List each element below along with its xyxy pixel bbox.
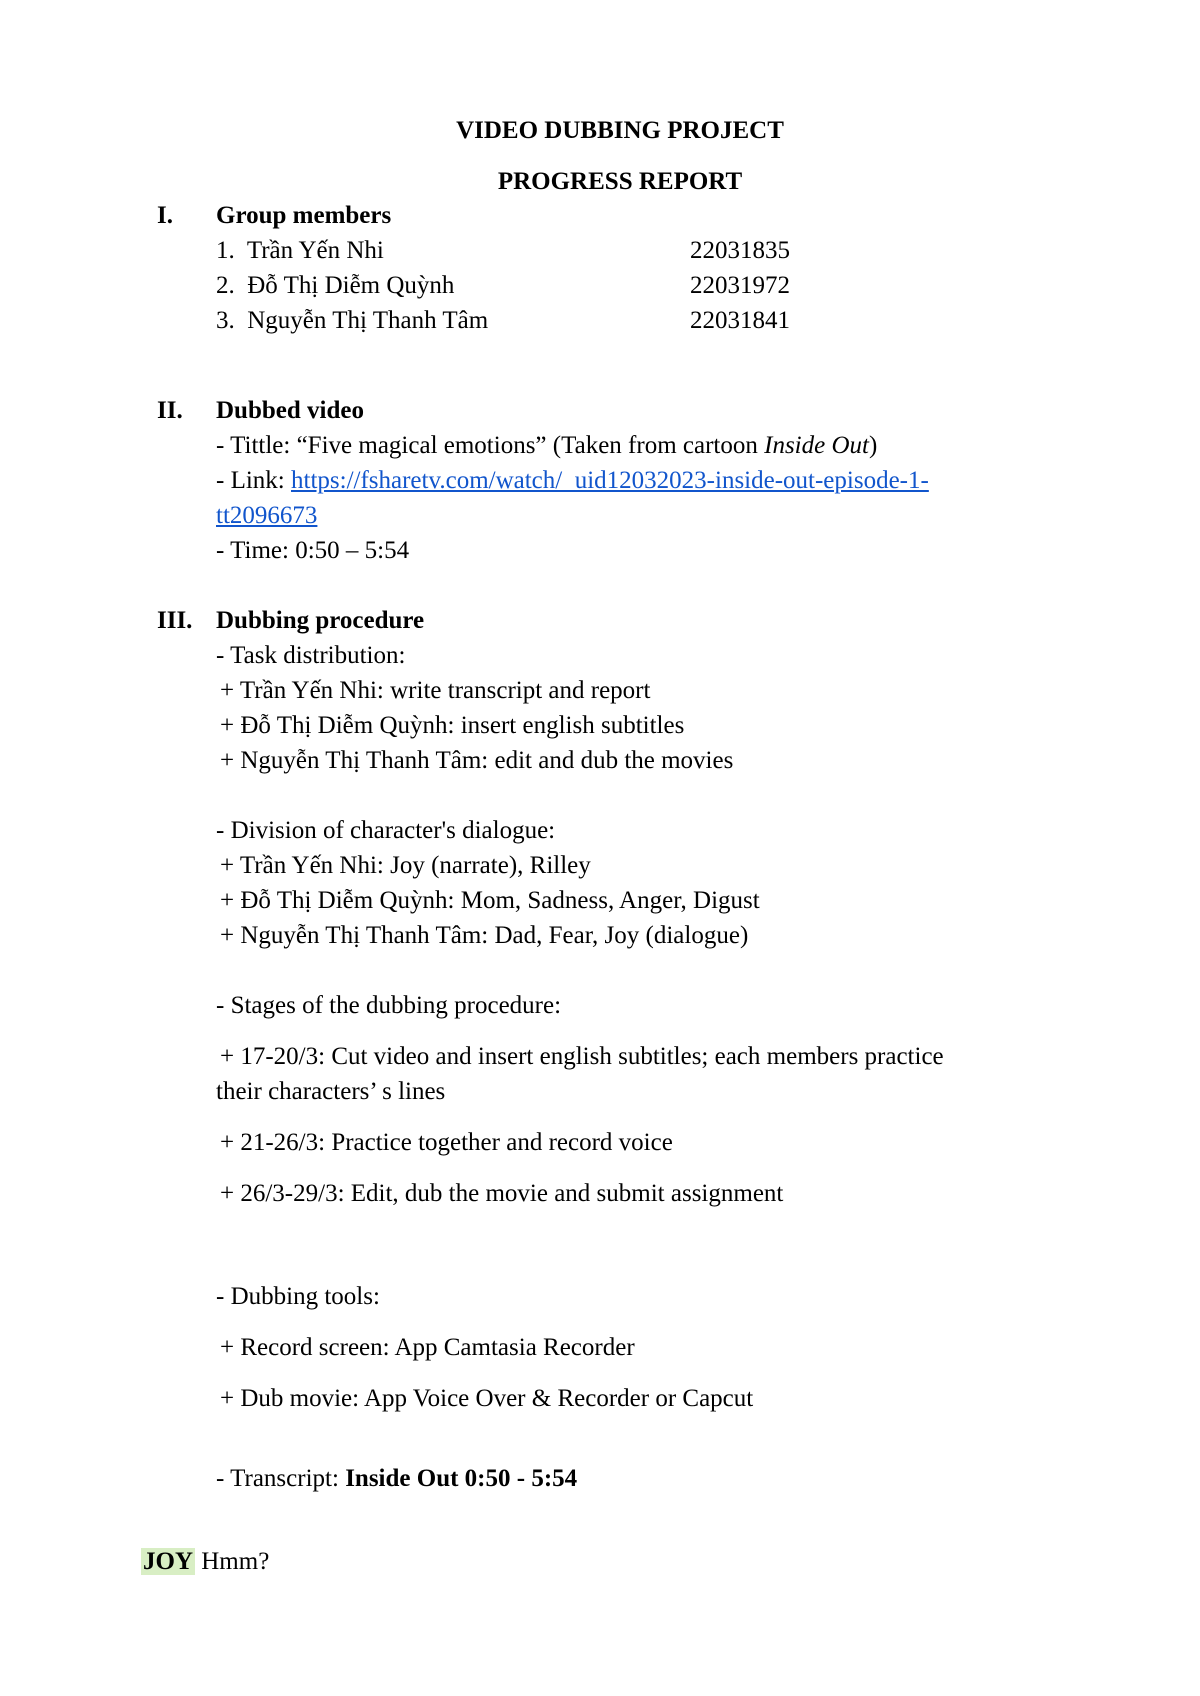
section-1-heading: Group members xyxy=(216,202,392,229)
stage-item: + 26/3-29/3: Edit, dub the movie and submit assignment xyxy=(220,1180,784,1207)
document-title: VIDEO DUBBING PROJECT xyxy=(456,117,784,144)
tool-item: + Record screen: App Camtasia Recorder xyxy=(220,1334,635,1361)
stage-item: + 21-26/3: Practice together and record voice xyxy=(220,1129,673,1156)
division-item: + Trần Yến Nhi: Joy (narrate), Rilley xyxy=(220,852,591,879)
member-name: Đỗ Thị Diễm Quỳnh xyxy=(247,272,455,299)
member-id: 22031841 xyxy=(690,307,790,334)
video-time: - Time: 0:50 – 5:54 xyxy=(216,537,410,564)
division-item: + Nguyễn Thị Thanh Tâm: Dad, Fear, Joy (dialogue) xyxy=(220,922,749,949)
member-name: Nguyễn Thị Thanh Tâm xyxy=(247,307,489,334)
section-1-numeral: I. xyxy=(157,202,173,229)
section-2-heading: Dubbed video xyxy=(216,397,364,424)
member-name: Trần Yến Nhi xyxy=(246,237,384,264)
video-link-line xyxy=(216,466,929,496)
video-link-label: - Link: xyxy=(216,467,291,494)
video-title-prefix: - Tittle: “Five magical emotions” (Taken from cartoon xyxy=(216,432,765,459)
member-number: 2. xyxy=(216,272,235,299)
task-item: + Trần Yến Nhi: write transcript and report xyxy=(220,677,651,704)
division-heading: - Division of character's dialogue: xyxy=(216,817,556,844)
transcript-title: Inside Out 0:50 - 5:54 xyxy=(345,1465,578,1492)
member-row xyxy=(216,271,454,301)
member-row xyxy=(216,306,488,336)
task-item: + Nguyễn Thị Thanh Tâm: edit and dub the movies xyxy=(220,747,734,774)
stage-item: + 17-20/3: Cut video and insert english subtitles; each members practice xyxy=(220,1043,944,1070)
video-title-line xyxy=(216,431,877,461)
dialogue-speaker: JOY xyxy=(143,1548,193,1575)
stages-heading: - Stages of the dubbing procedure: xyxy=(216,992,562,1019)
video-title-suffix: ) xyxy=(868,432,878,459)
dialogue-text: Hmm? xyxy=(195,1548,270,1575)
transcript-label: - Transcript: xyxy=(216,1465,346,1492)
section-3-numeral: III. xyxy=(157,607,193,634)
task-heading: - Task distribution: xyxy=(216,642,406,669)
dialogue-line xyxy=(141,1547,269,1577)
section-3-heading: Dubbing procedure xyxy=(216,607,425,634)
video-link-continued xyxy=(216,501,317,531)
transcript-line xyxy=(216,1464,577,1494)
document-subtitle: PROGRESS REPORT xyxy=(497,168,743,195)
section-2-numeral: II. xyxy=(157,397,183,424)
tools-heading: - Dubbing tools: xyxy=(216,1283,380,1310)
member-id: 22031835 xyxy=(690,237,790,264)
member-number: 3. xyxy=(216,307,235,334)
member-number: 1. xyxy=(216,237,235,264)
member-id: 22031972 xyxy=(690,272,790,299)
video-title-italic: Inside Out xyxy=(764,432,869,459)
task-item: + Đỗ Thị Diễm Quỳnh: insert english subtitles xyxy=(220,712,685,739)
stage-item-continued: their characters’ s lines xyxy=(216,1078,446,1105)
member-row xyxy=(216,236,384,266)
division-item: + Đỗ Thị Diễm Quỳnh: Mom, Sadness, Anger, Digust xyxy=(220,887,760,914)
video-link-continued-text[interactable]: tt2096673 xyxy=(216,502,318,529)
tool-item: + Dub movie: App Voice Over & Recorder or Capcut xyxy=(220,1385,754,1412)
video-link[interactable]: https://fsharetv.com/watch/_uid12032023-inside-out-episode-1- xyxy=(291,467,929,494)
